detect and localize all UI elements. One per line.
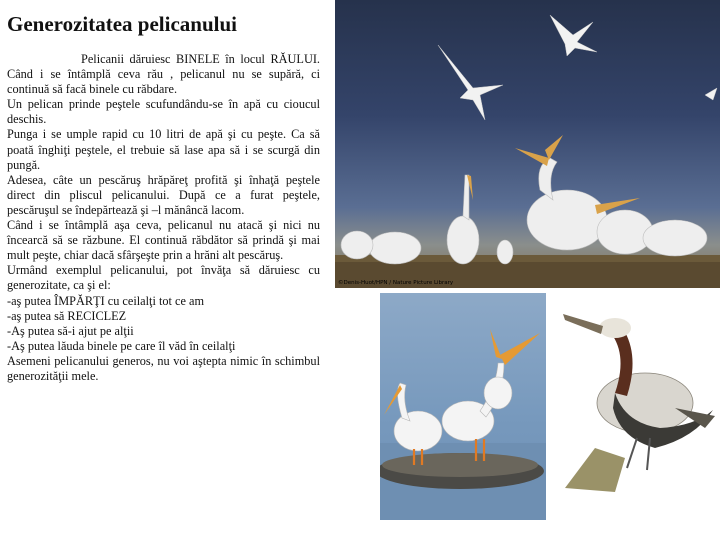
list-item-praise: -Aş putea lăuda binele pe care îl văd în ceilalţi <box>7 338 236 353</box>
paragraph-intro: Pelicanii dăruiesc BINELE în locul RĂULUI. Când i se întâmplă ceva rău , pelicanul nu se supără, ci continuă să facă binele cu răbdare. <box>7 52 320 97</box>
paragraph-pouch: Punga i se umple rapid cu 10 litri de apă şi cu peşte. Ca să poată înghiţi peştele, el trebuie să lase apa să i se scurgă din pungă. <box>7 127 320 172</box>
list-item-help: -Aş putea să-i ajut pe alţii <box>7 323 134 338</box>
white-pelicans-illustration <box>380 293 546 520</box>
list-item-share: -aş putea ÎMPĂRŢI cu ceilalţi tot ce am <box>7 293 205 308</box>
photo-pelicans-and-gulls <box>335 0 720 288</box>
paragraph-conclusion: Asemeni pelicanului generos, nu voi aştepta nimic în schimbul generozităţii mele. <box>7 353 320 383</box>
paragraph-gull: Adesea, câte un pescăruş hrăpăreţ profită şi înhaţă peştele direct din pliscul pelicanului. După ce a furat peştele, pescăruşul se îndepărtează şi –l mănâncă lacom. <box>7 172 320 217</box>
photo-credit: ©Denis-Huot/HPN / Nature Picture Library <box>338 280 454 286</box>
photo-white-pelicans-lake <box>380 293 546 520</box>
page-title: Generozitatea pelicanului <box>7 12 238 36</box>
pelicans-gulls-illustration <box>335 0 720 288</box>
list-item-recycle: -aş putea să RECICLEZ <box>7 308 127 323</box>
paragraph-diving: Un pelican prinde peştele scufundându-se în apă cu cioucul deschis. <box>7 97 320 127</box>
brown-pelican-illustration <box>555 298 720 492</box>
paragraph-example: Urmând exemplul pelicanului, pot învăţa să dăruiesc cu generozitate, ca şi el: <box>7 263 320 293</box>
photo-brown-pelican <box>555 298 720 492</box>
paragraph-patience: Când i se întâmplă aşa ceva, pelicanul nu atacă şi nici nu încearcă să se răzbune. El continuă răbdător să prindă şi mai mult peşte, chiar dacă sfârşeşte prin a hrăni alt pescăruş. <box>7 218 320 263</box>
body-text <box>7 52 320 384</box>
